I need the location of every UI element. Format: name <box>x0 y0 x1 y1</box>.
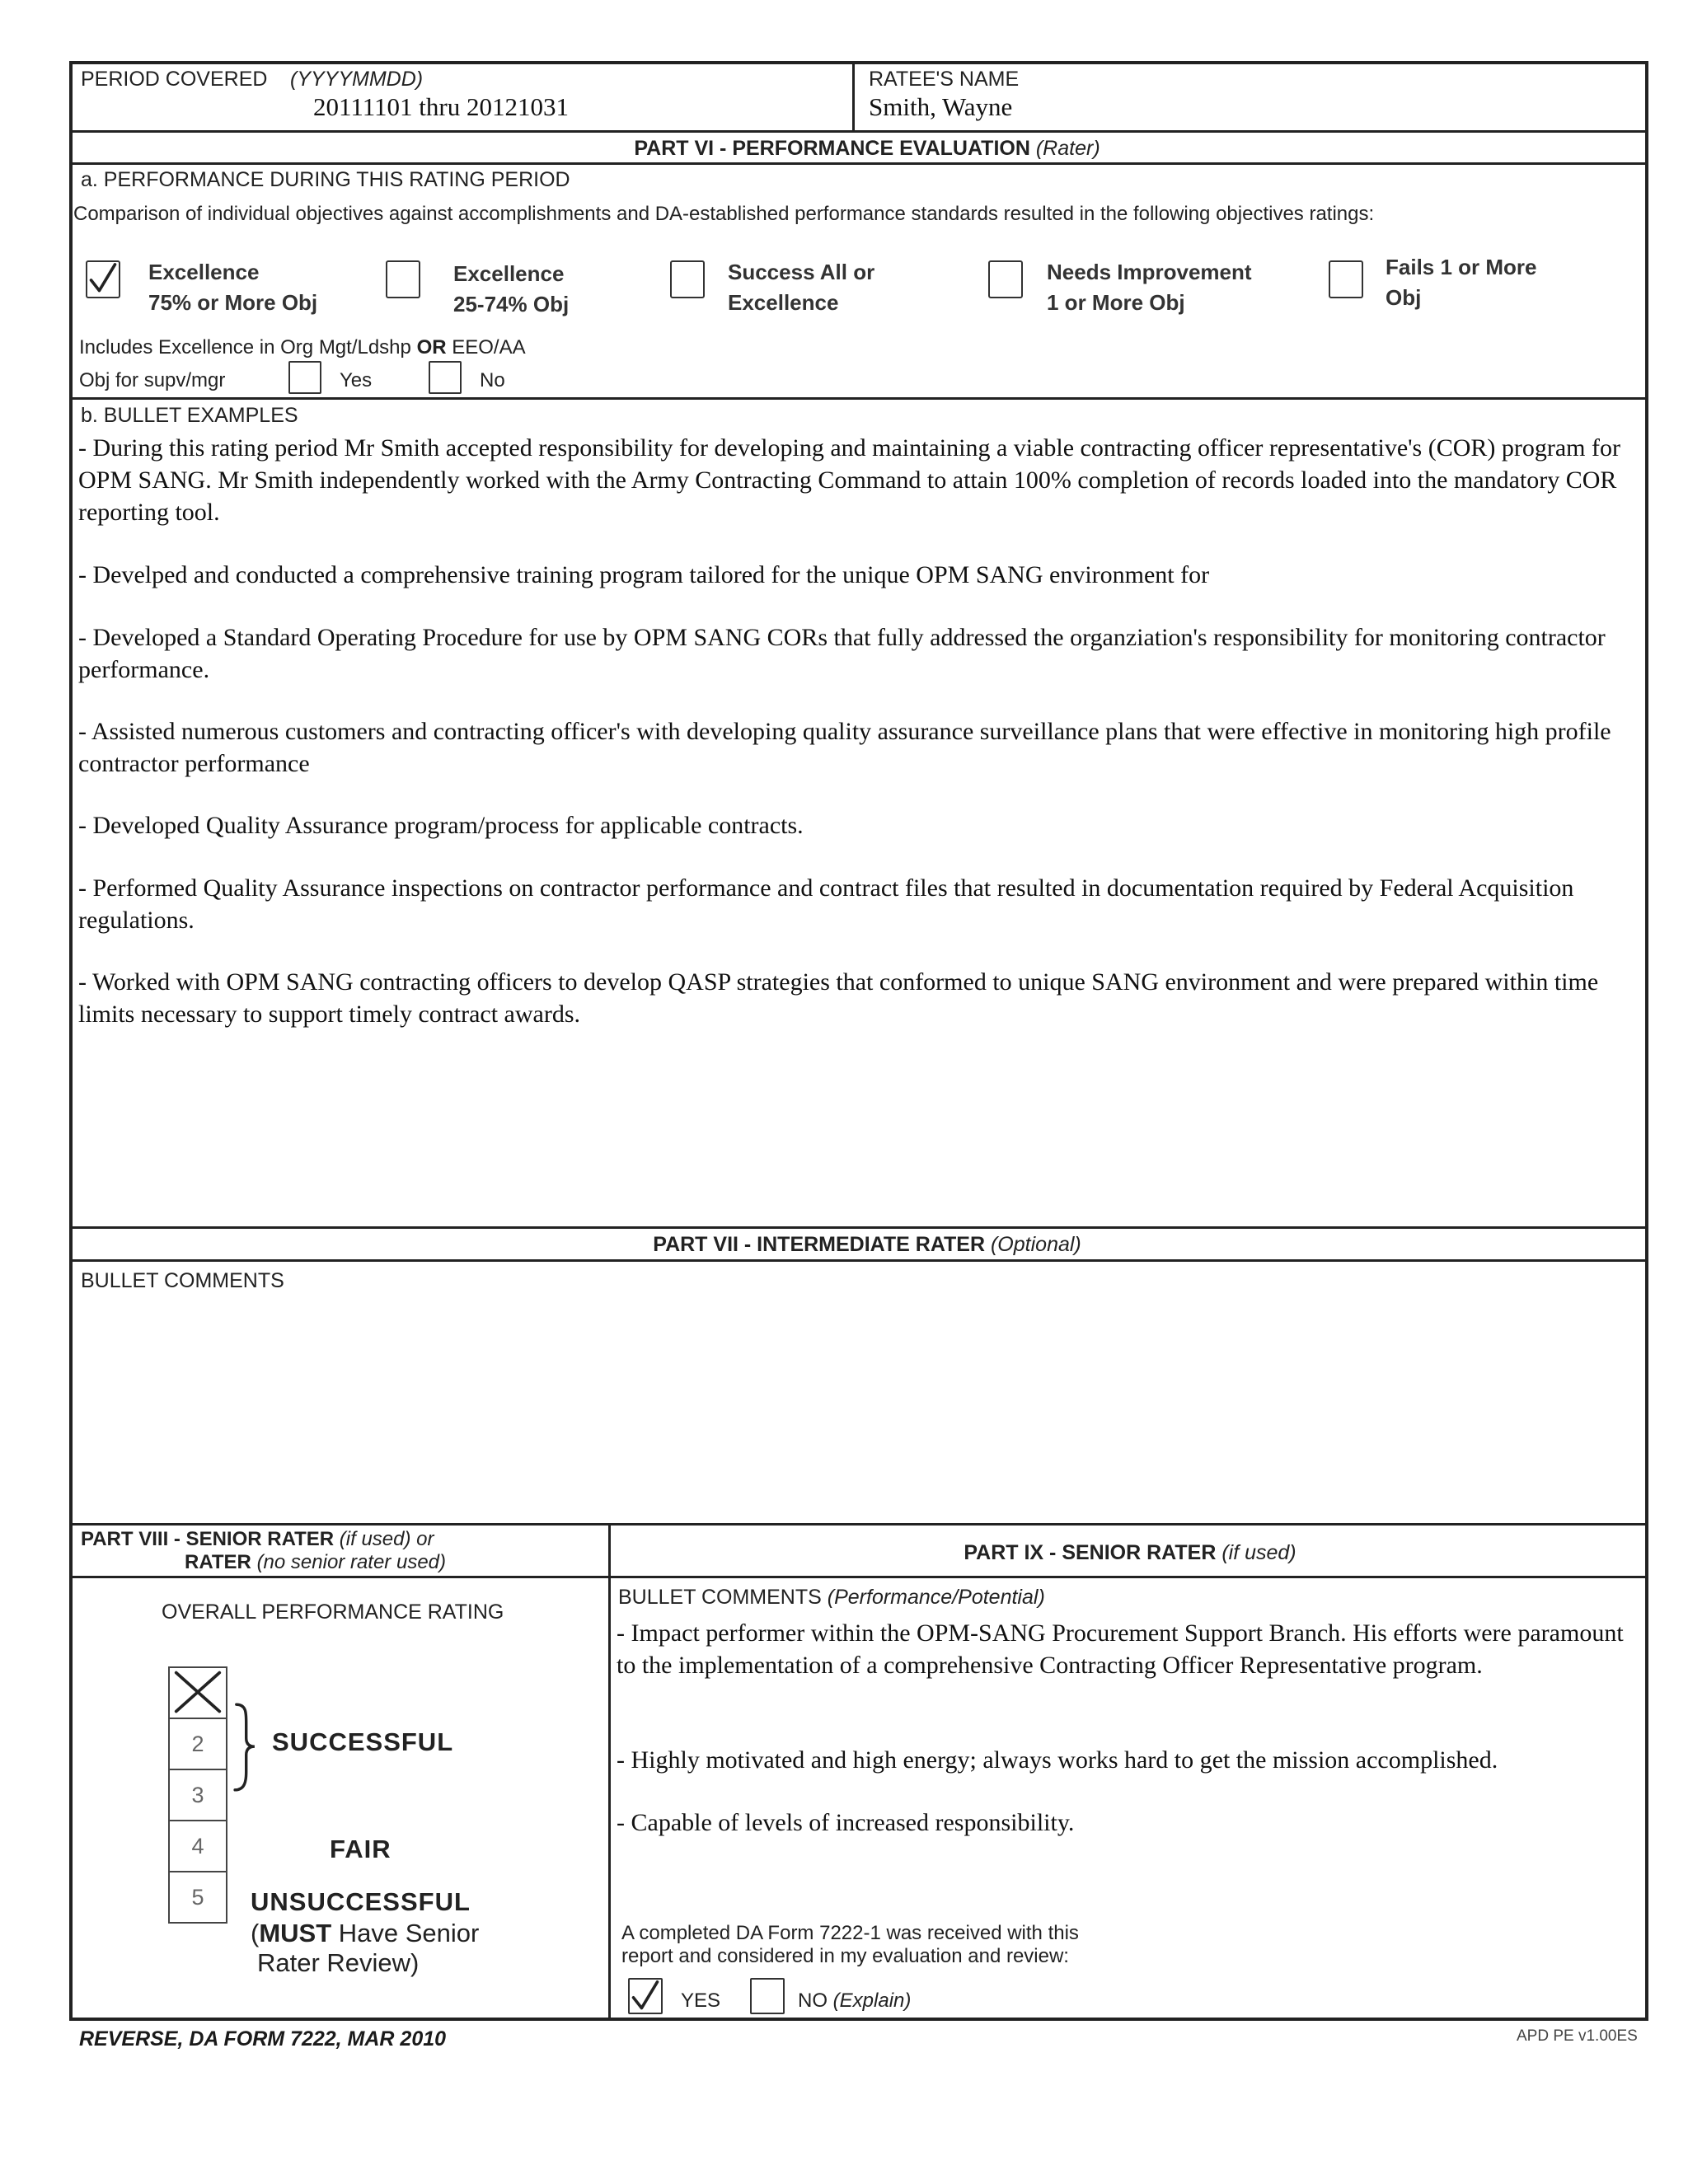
must-word: MUST <box>259 1919 332 1947</box>
part-8-title-or: or <box>416 1528 434 1550</box>
option-line-1: Success All or <box>728 260 875 284</box>
part-8-title-b: RATER <box>185 1551 251 1573</box>
rater-review-label: Rater Review) <box>257 1948 420 1977</box>
must-have-label <box>251 1919 479 1948</box>
part-6-title-text: PART VI - PERFORMANCE EVALUATION <box>634 137 1030 160</box>
option-excellence-25-label <box>453 259 569 320</box>
successful-label: SUCCESSFUL <box>272 1727 454 1756</box>
must-have-senior: Have Senior <box>331 1919 480 1947</box>
bullet-example: - Worked with OPM SANG contracting officers to develop QASP strategies that conformed to unique SANG environment and were prepared within time limits necessary to support timely contract awards. <box>78 968 1599 1028</box>
bullet-example: - Develped and conducted a comprehensive training program tailored for the unique OPM SANG environment for <box>78 561 1210 588</box>
part-8-title-a-note: (if used) <box>339 1528 411 1550</box>
includes-no-checkbox[interactable] <box>429 361 462 394</box>
part-6-title <box>73 137 1645 161</box>
part-9-title-text: PART IX - SENIOR RATER <box>964 1541 1217 1564</box>
includes-line-b: EEO/AA <box>452 336 526 359</box>
comparison-text: Comparison of individual objectives against accomplishments and DA-established performance standards resulted in the following objectives ratings: <box>73 203 1375 225</box>
unsuccessful-label: UNSUCCESSFUL <box>251 1887 471 1916</box>
part-9-bullet-comments-note: (Performance/Potential) <box>827 1586 1045 1609</box>
option-success-label <box>728 257 874 318</box>
includes-yes-label: Yes <box>340 369 373 391</box>
ratee-name-value[interactable]: Smith, Wayne <box>869 92 1013 121</box>
section-a-label: a. PERFORMANCE DURING THIS RATING PERIOD <box>81 168 570 191</box>
part-7-title-rule <box>73 1259 1645 1262</box>
option-line-2: Excellence <box>728 290 839 315</box>
da-form-7222-reverse <box>69 61 1648 2021</box>
da-form-no-text: NO <box>798 1990 828 2012</box>
da-form-note-line-1: A completed DA Form 7222-1 was received with this <box>621 1922 1079 1944</box>
part-9-bullet-comments <box>618 1586 1045 1610</box>
part-7-title-note: (Optional) <box>990 1233 1081 1256</box>
part-8-title-line-1 <box>81 1528 434 1551</box>
rating-box-4[interactable]: 4 <box>168 1820 227 1872</box>
bullet-example: - Developed a Standard Operating Procedure for use by OPM SANG CORs that fully addressed the organziation's responsibility for monitoring contractor performance. <box>78 624 1606 683</box>
senior-rater-bullet: - Impact performer within the OPM-SANG Procurement Support Branch. His efforts were paramount to the implementation of a comprehensive Contracting Officer Representative program. <box>617 1619 1624 1679</box>
option-line-2: 75% or More Obj <box>148 290 318 315</box>
part-7-top-rule <box>73 1226 1645 1229</box>
da-form-no-checkbox[interactable] <box>750 1978 785 2014</box>
includes-line-a: Includes Excellence in Org Mgt/Ldshp <box>79 336 411 359</box>
da-form-yes-checkbox[interactable] <box>628 1978 663 2014</box>
form-version: APD PE v1.00ES <box>1517 2027 1638 2045</box>
section-b-rule <box>73 397 1645 400</box>
part-7-title-text: PART VII - INTERMEDIATE RATER <box>653 1233 986 1256</box>
option-fails-checkbox[interactable] <box>1329 260 1363 298</box>
part-7-title <box>73 1233 1645 1257</box>
option-success-checkbox[interactable] <box>670 260 705 298</box>
da-form-note-line-2: report and considered in my evaluation and review: <box>621 1945 1069 1967</box>
header-bottom-rule <box>73 130 1645 133</box>
includes-or: OR <box>416 336 447 359</box>
option-line-2: Obj <box>1386 285 1422 310</box>
period-format-label: (YYYYMMDD) <box>290 68 424 91</box>
includes-obj-text: Obj for supv/mgr <box>79 369 226 391</box>
option-line-1: Excellence <box>148 260 260 284</box>
part-9-title <box>612 1541 1648 1565</box>
part-8-title-a: PART VIII - SENIOR RATER <box>81 1528 335 1550</box>
part-7-bullet-comments-label: BULLET COMMENTS <box>81 1269 284 1292</box>
ratee-name-label: RATEE'S NAME <box>869 68 1020 91</box>
section-b-label: b. BULLET EXAMPLES <box>81 404 298 427</box>
bullet-example: - Performed Quality Assurance inspections on contractor performance and contract files that resulted in documentation required by Federal Acquisition regulations. <box>78 874 1574 934</box>
part-6-title-rule <box>73 162 1645 165</box>
fair-label: FAIR <box>330 1835 392 1863</box>
rating-box-2[interactable]: 2 <box>168 1718 227 1770</box>
bullet-example: - Developed Quality Assurance program/process for applicable contracts. <box>78 812 804 839</box>
da-form-no-label <box>798 1990 911 2013</box>
x-mark-icon <box>170 1668 226 1718</box>
option-needs-improvement-label <box>1047 257 1252 318</box>
option-line-1: Excellence <box>453 261 565 286</box>
option-excellence-75-label <box>148 257 317 318</box>
part-8-9-divider <box>608 1523 611 2021</box>
overall-rating-label: OVERALL PERFORMANCE RATING <box>162 1601 504 1624</box>
brace-icon <box>231 1694 259 1800</box>
form-identifier: REVERSE, DA FORM 7222, MAR 2010 <box>79 2027 447 2050</box>
part-8-top-rule <box>73 1523 1645 1526</box>
option-line-2: 1 or More Obj <box>1047 290 1185 315</box>
checkmark-icon <box>630 1980 661 2013</box>
period-covered-value[interactable]: 20111101 thru 20121031 <box>313 92 569 121</box>
option-excellence-75-checkbox[interactable] <box>86 260 120 298</box>
includes-excellence-text <box>79 336 526 359</box>
option-line-1: Needs Improvement <box>1047 260 1252 284</box>
bullet-example: - During this rating period Mr Smith accepted responsibility for developing and maintaining a viable contracting officer representative's (COR) program for OPM SANG. Mr Smith independently worked with the Army Contracting Command to attain 100% completion of records loaded into the mandatory COR reporting tool. <box>78 434 1620 526</box>
rating-box-1[interactable] <box>168 1666 227 1719</box>
must-open-paren: ( <box>251 1919 260 1947</box>
part-8-9-title-rule <box>73 1576 1645 1578</box>
period-covered-label: PERIOD COVERED <box>81 68 268 91</box>
part-8-title-line-2 <box>185 1551 446 1574</box>
part-6-title-note: (Rater) <box>1035 137 1100 160</box>
part-9-title-note: (if used) <box>1221 1541 1296 1564</box>
senior-rater-bullet: - Highly motivated and high energy; always works hard to get the mission accomplished. <box>617 1746 1498 1774</box>
option-line-1: Fails 1 or More <box>1386 255 1537 279</box>
option-excellence-25-checkbox[interactable] <box>386 260 420 298</box>
includes-no-label: No <box>480 369 505 391</box>
part-9-bullet-comments-label: BULLET COMMENTS <box>618 1586 822 1609</box>
bullet-example: - Assisted numerous customers and contracting officer's with developing quality assurance surveillance plans that were effective in monitoring high profile contractor performance <box>78 718 1611 777</box>
rating-box-5[interactable]: 5 <box>168 1871 227 1924</box>
option-needs-improvement-checkbox[interactable] <box>988 260 1023 298</box>
checkmark-icon <box>87 262 119 297</box>
da-form-no-note: (Explain) <box>832 1990 912 2012</box>
rating-box-3[interactable]: 3 <box>168 1769 227 1821</box>
header-divider <box>852 64 855 130</box>
option-fails-label <box>1386 252 1537 313</box>
part-8-title-b-note: (no senior rater used) <box>256 1551 447 1573</box>
senior-rater-bullet: - Capable of levels of increased responsibility. <box>617 1809 1075 1836</box>
option-line-2: 25-74% Obj <box>453 292 570 316</box>
da-form-yes-label: YES <box>681 1990 721 2012</box>
includes-yes-checkbox[interactable] <box>288 361 321 394</box>
